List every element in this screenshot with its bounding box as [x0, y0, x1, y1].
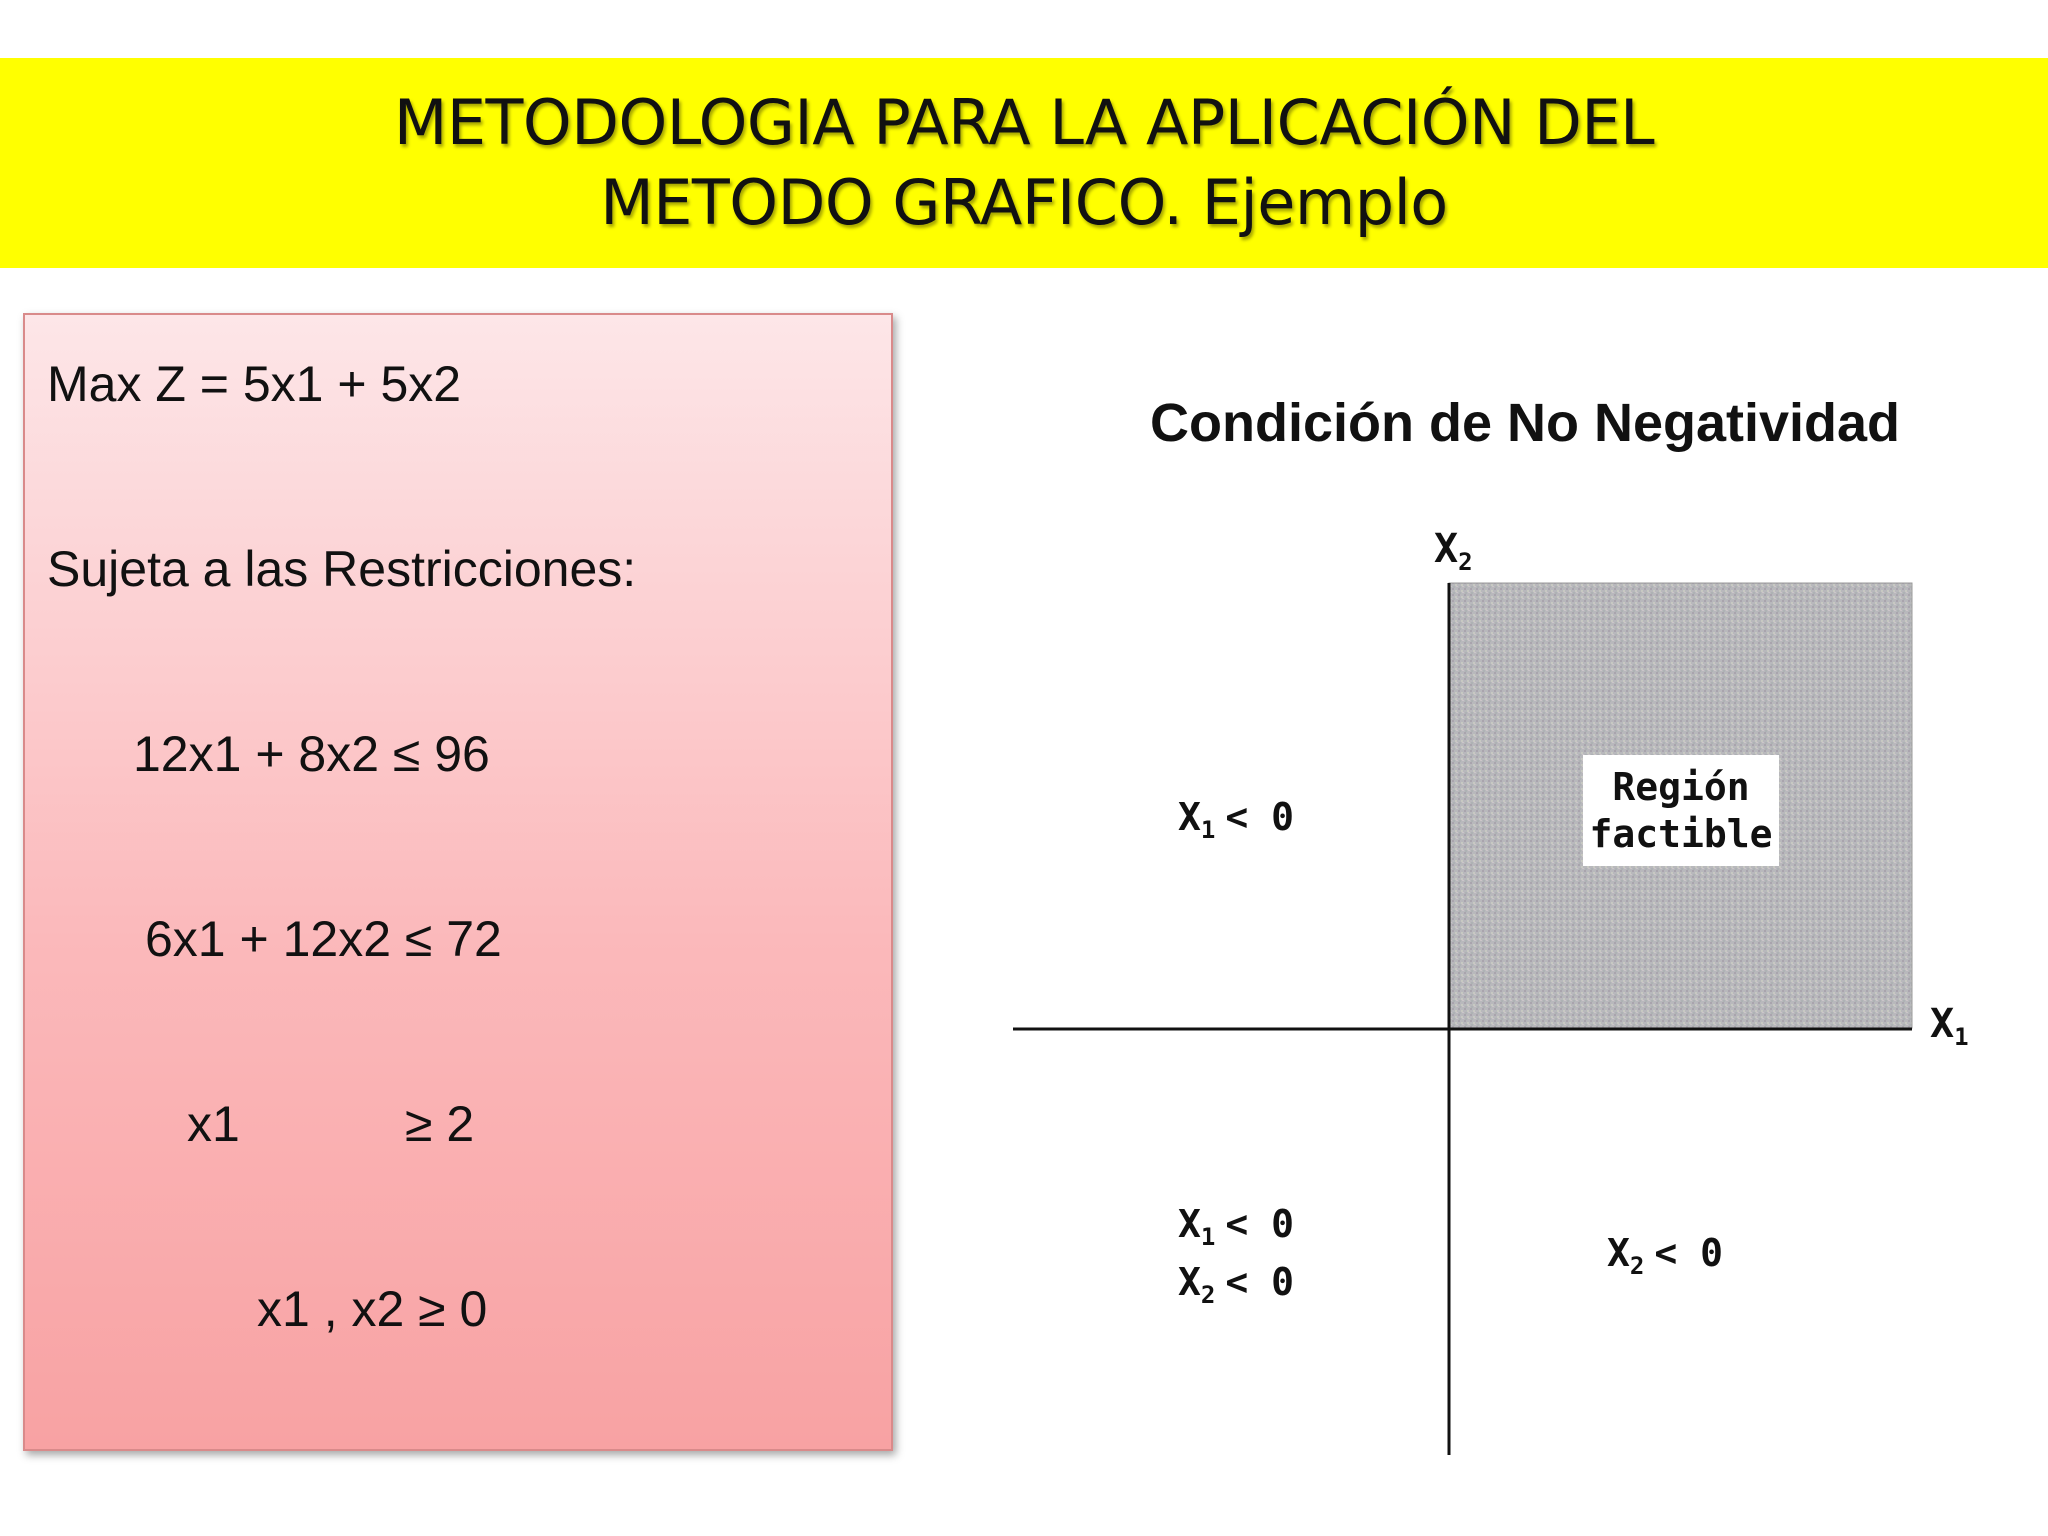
- nonnegativity-constraint: x1 , x2 ≥ 0: [257, 1281, 488, 1337]
- constraint-1: 12x1 + 8x2 ≤ 96: [133, 726, 490, 782]
- objective-function: Max Z = 5x1 + 5x2: [47, 356, 462, 412]
- quadrant-4-label: $X_2 < 0$: [1607, 1231, 1723, 1280]
- feasible-label-line-2: factible: [1589, 812, 1773, 856]
- quadrant-3-label-x2: $X_2 < 0$: [1178, 1260, 1294, 1309]
- constraint-3-rhs: ≥ 2: [405, 1096, 475, 1152]
- quadrant-3-label-x1: $X_1 < 0$: [1178, 1202, 1294, 1251]
- feasible-label-line-1: Región: [1612, 765, 1750, 809]
- slide-title-line-2: METODO GRAFICO. Ejemplo: [600, 166, 1448, 239]
- x2-axis-label: $X_2$: [1434, 526, 1473, 576]
- quadrant-2-label: $X_1 < 0$: [1178, 795, 1294, 844]
- constraint-2: 6x1 + 12x2 ≤ 72: [145, 911, 502, 967]
- slide-title-line-1: METODOLOGIA PARA LA APLICACIÓN DEL: [393, 86, 1655, 159]
- constraints-heading: Sujeta a las Restricciones:: [47, 541, 637, 597]
- diagram-title: Condición de No Negatividad: [1150, 393, 1901, 453]
- constraint-3-lhs: x1: [187, 1096, 240, 1152]
- x1-axis-label: $X_1$: [1930, 1001, 1969, 1051]
